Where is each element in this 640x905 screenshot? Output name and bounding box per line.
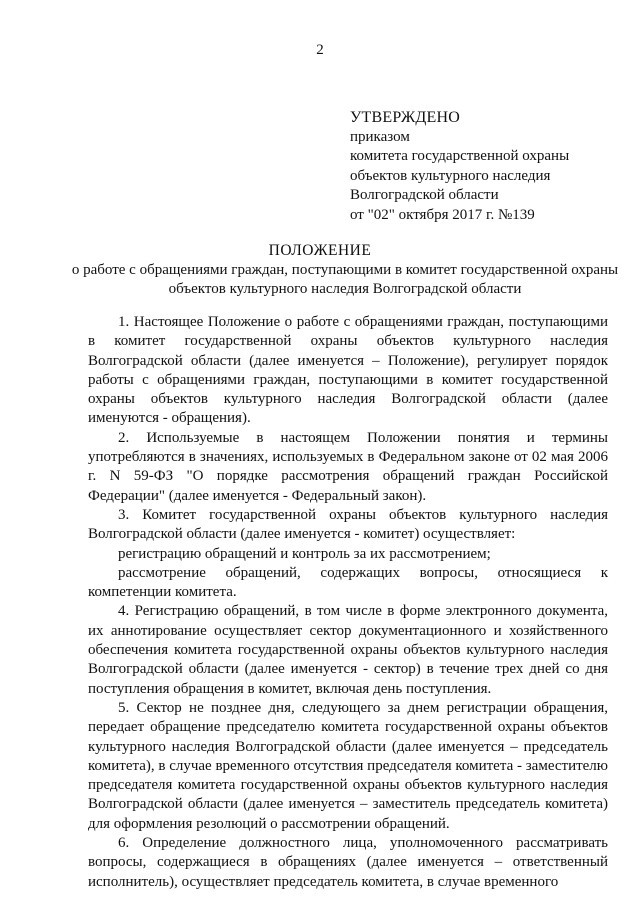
approval-line: Волгоградской области	[350, 187, 499, 203]
approval-line: объектов культурного наследия	[350, 167, 551, 184]
paragraph-6: 6. Определение должностного лица, уполномоченного рассматривать вопросы, содержащиеся в обращениях (далее именуется – ответственный исполнитель), осуществляет председатель комитета, в случае временного	[88, 835, 608, 890]
approval-block	[350, 108, 569, 225]
paragraph-5: 5. Сектор не позднее дня, следующего за днем регистрации обращения, передает обращение председателю комитета государственной охраны объектов культурного наследия Волгоградской области (далее именуется – председатель комитета), в случае временного отсутствия председателя комитета - заместителю председателя комитета государственной охраны объектов культурного наследия Волгоградской области (далее именуется – заместитель председатель комитета) для оформления резолюций о рассмотрении обращений.	[88, 699, 608, 832]
paragraph-3-item-2: рассмотрение обращений, содержащих вопросы, относящиеся к компетенции комитета.	[88, 564, 608, 601]
approval-line: комитета государственной охраны	[350, 148, 570, 164]
approval-line: от "02" октября 2017 г. №139	[350, 206, 535, 223]
document-body	[88, 313, 608, 892]
paragraph-3: 3. Комитет государственной охраны объектов культурного наследия Волгоградской области (далее именуется - комитет) осуществляет:	[88, 506, 608, 543]
paragraph-1: 1. Настоящее Положение о работе с обращениями граждан, поступающими в комитет государственной охраны объектов культурного наследия Волгоградской области (далее именуется – Положение), регулирует порядок работы с обращениями граждан, поступающими в комитет государственной охраны объектов культурного наследия Волгоградской области (далее именуются - обращения).	[88, 314, 608, 427]
approval-line: приказом	[350, 128, 410, 145]
page-number: 2	[316, 42, 324, 58]
approval-stamp: УТВЕРЖДЕНО	[350, 109, 461, 126]
paragraph-4: 4. Регистрацию обращений, в том числе в форме электронного документа, их аннотирование осуществляет сектор документационного и хозяйственного обеспечения комитета государственной охраны объектов культурного наследия Волгоградской области (далее именуется - сектор) в течение трех дней со дня поступления обращения в комитет, включая день поступления.	[88, 603, 608, 697]
paragraph-2: 2. Используемые в настоящем Положении понятия и термины употребляются в значениях, используемых в Федеральном законе от 02 мая 2006 г. N 59-ФЗ "О порядке рассмотрения обращений граждан Российской Федерации" (далее именуется - Федеральный закон).	[88, 429, 608, 504]
document-title: ПОЛОЖЕНИЕ	[268, 242, 372, 259]
paragraph-3-item-1: регистрацию обращений и контроль за их рассмотрением;	[118, 545, 491, 562]
document-subtitle: о работе с обращениями граждан, поступающими в комитет государственной охраны объектов культурного наследия Волгоградской области	[71, 262, 619, 297]
